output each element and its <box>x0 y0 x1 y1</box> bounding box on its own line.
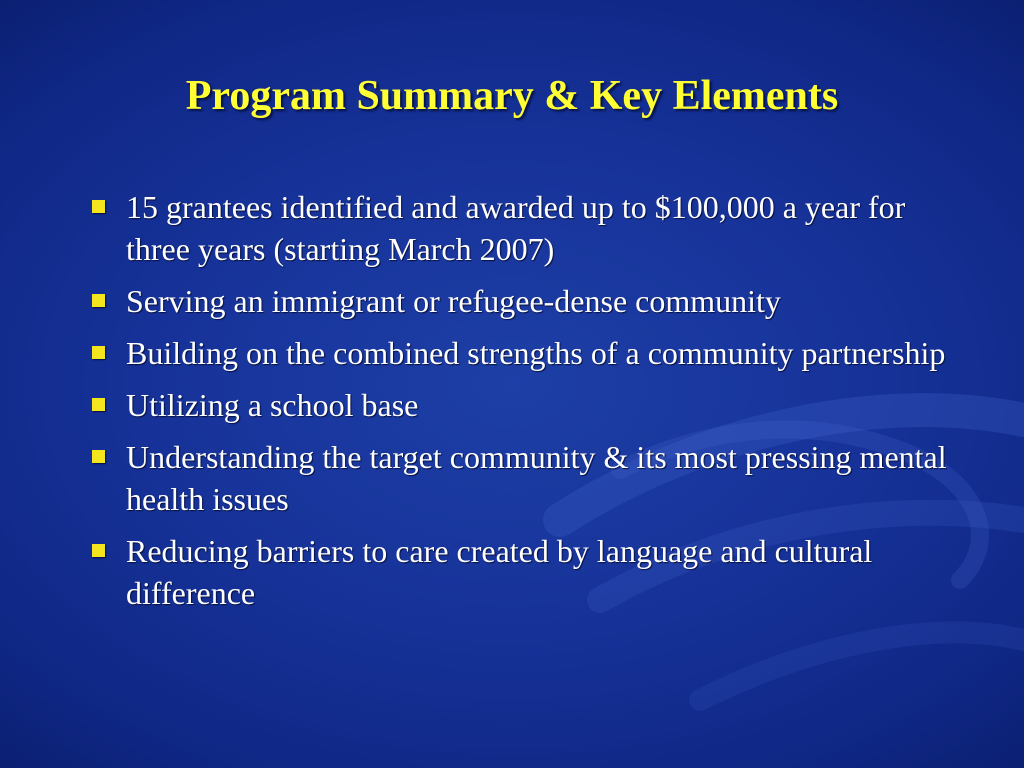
square-bullet-icon <box>92 294 105 307</box>
bullet-text: Understanding the target community & its most pressing mental health issues <box>126 439 947 517</box>
bullet-item <box>88 280 948 322</box>
bullet-text: Utilizing a school base <box>126 387 419 423</box>
slide-title: Program Summary & Key Elements <box>185 73 839 119</box>
bullet-text: 15 grantees identified and awarded up to $100,000 a year for three years (starting March 2007) <box>126 189 906 267</box>
bullet-text: Building on the combined strengths of a community partnership <box>126 335 946 371</box>
bullet-text: Reducing barriers to care created by language and cultural difference <box>126 533 873 611</box>
bullet-item <box>88 186 948 270</box>
bullet-item <box>88 384 948 426</box>
bullet-text: Serving an immigrant or refugee-dense community <box>126 283 781 319</box>
square-bullet-icon <box>92 200 105 213</box>
square-bullet-icon <box>92 346 105 359</box>
bullet-list <box>88 186 948 624</box>
square-bullet-icon <box>92 544 105 557</box>
square-bullet-icon <box>92 450 105 463</box>
bullet-item <box>88 530 948 614</box>
square-bullet-icon <box>92 398 105 411</box>
bullet-item <box>88 332 948 374</box>
bullet-item <box>88 436 948 520</box>
